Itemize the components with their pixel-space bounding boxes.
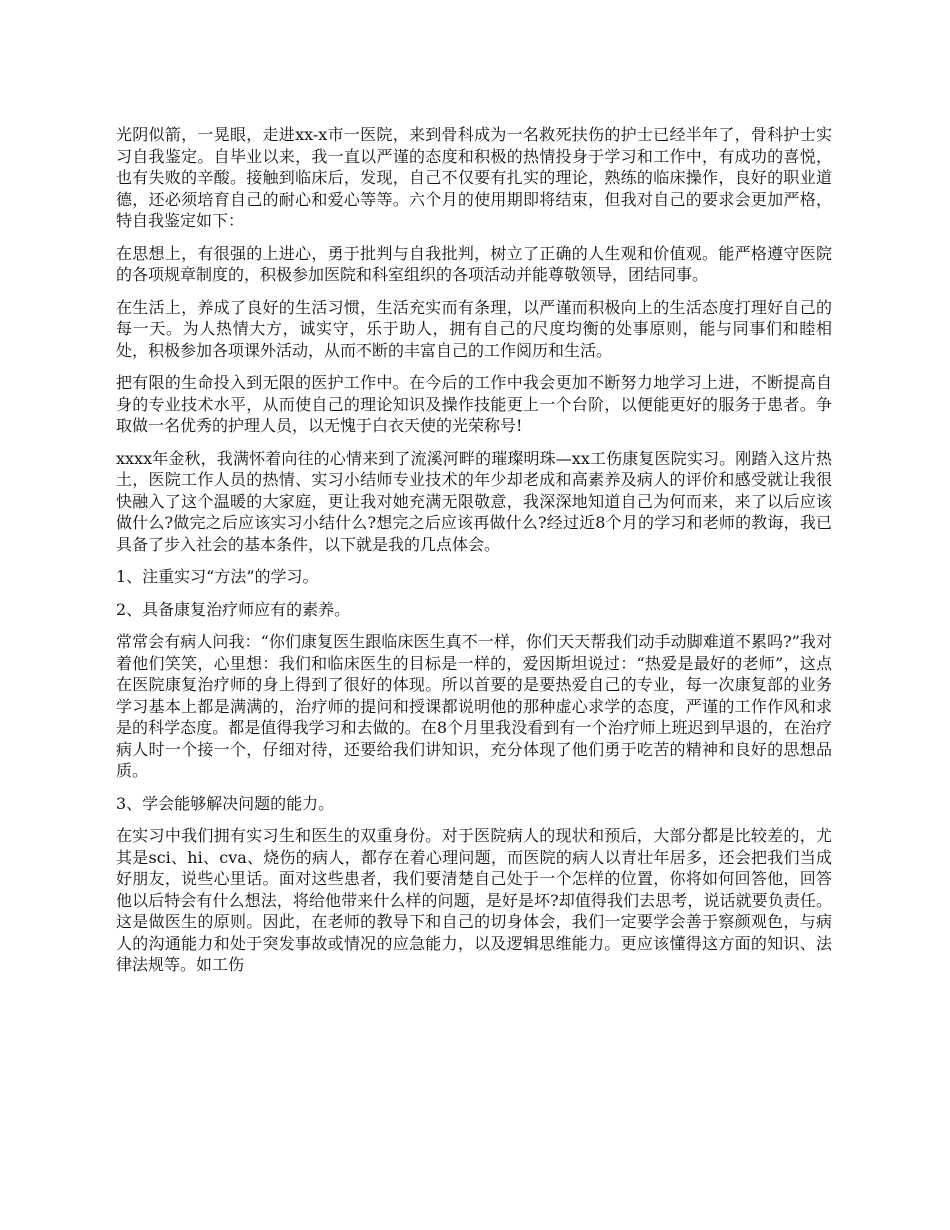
section-heading-2: 2、具备康复治疗师应有的素养。 [116,599,351,619]
paragraph-patients: 常常会有病人问我：“你们康复医生跟临床医生真不一样，你们天天帮我们动手动脚难道不累吗?”我对着他们笑笑，心里想：我们和临床医生的目标是一样的，爱因斯坦说过：“热爱是最好的老师”，这点在医院康复治疗师的身上得到了很好的体现。所以首要的是要热爱自己的专业，每一次康复部的业务学习基本上都是满满的，治疗师的提问和授课都说明他的那种虚心求学的态度，严谨的工作作风和求是的科学态度。都是值得我学习和去做的。在8个月里我没看到有一个治疗师上班迟到早退的，在治疗病人时一个接一个，仔细对待，还要给我们讲知识，充分体现了他们勇于吃苦的精神和良好的思想品质。 [116,632,832,780]
section-heading-3: 3、学会能够解决问题的能力。 [116,793,335,813]
paragraph-problem-solving: 在实习中我们拥有实习生和医生的双重身份。对于医院病人的现状和预后，大部分都是比较差的，尤其是sci、hi、cva、烧伤的病人，都存在着心理问题，而医院的病人以青壮年居多，还会把我们当成好朋友，说些心里话。面对这些患者，我们要清楚自己处于一个怎样的位置，你将如何回答他，回答他以后特会有什么想法，将给他带来什么样的问题，是好是坏?却值得我们去思考，说话就要负责任。这是做医生的原则。因此，在老师的教导下和自己的切身体会，我们一定要学会善于察颜观色，与病人的沟通能力和处于突发事故或情况的应急能力，以及逻辑思维能力。更应该懂得这方面的知识、法律法规等。如工伤 [116,826,832,974]
paragraph-internship: xxxx年金秋，我满怀着向往的心情来到了流溪河畔的璀璨明珠—xx工伤康复医院实习。刚踏入这片热土，医院工作人员的热情、实习小结师专业技术的年少却老成和高素养及病人的评价和感受就让我很快融入了这个温暖的大家庭，更让我对她充满无限敬意，我深深地知道自己为何而来，来了以后应该做什么?做完之后应该实习小结什么?想完之后应该再做什么?经过近8个月的学习和老师的教诲，我已具备了步入社会的基本条件，以下就是我的几点体会。 [116,448,832,554]
paragraph-life: 在生活上，养成了良好的生活习惯，生活充实而有条理，以严谨而积极向上的生活态度打理好自己的每一天。为人热情大方，诚实守，乐于助人，拥有自己的尺度均衡的处事原则，能与同事们和睦相处，积极参加各项课外活动，从而不断的丰富自己的工作阅历和生活。 [116,297,832,360]
paragraph-intro: 光阴似箭，一晃眼，走进xx-x市一医院，来到骨科成为一名救死扶伤的护士已经半年了，骨科护士实习自我鉴定。自毕业以来，我一直以严谨的态度和积极的热情投身于学习和工作中，有成功的喜悦，也有失败的辛酸。接触到临床后，发现，自己不仅要有扎实的理论，熟练的临床操作，良好的职业道德，还必须培育自己的耐心和爱心等等。六个月的使用期即将结束，但我对自己的要求会更加严格，特自我鉴定如下： [116,125,832,230]
section-heading-1: 1、注重实习“方法”的学习。 [116,567,319,586]
document-body [116,124,832,987]
paragraph-commitment: 把有限的生命投入到无限的医护工作中。在今后的工作中我会更加不断努力地学习上进，不断提高自身的专业技术水平，从而使自己的理论知识及操作技能更上一个台阶，以便能更好的服务于患者。争取做一名优秀的护理人员，以无愧于白衣天使的光荣称号! [116,373,832,435]
paragraph-thought: 在思想上，有很强的上进心，勇于批判与自我批判，树立了正确的人生观和价值观。能严格遵守医院的各项规章制度的，积极参加医院和科室组织的各项活动并能尊敬领导，团结同事。 [116,243,832,284]
